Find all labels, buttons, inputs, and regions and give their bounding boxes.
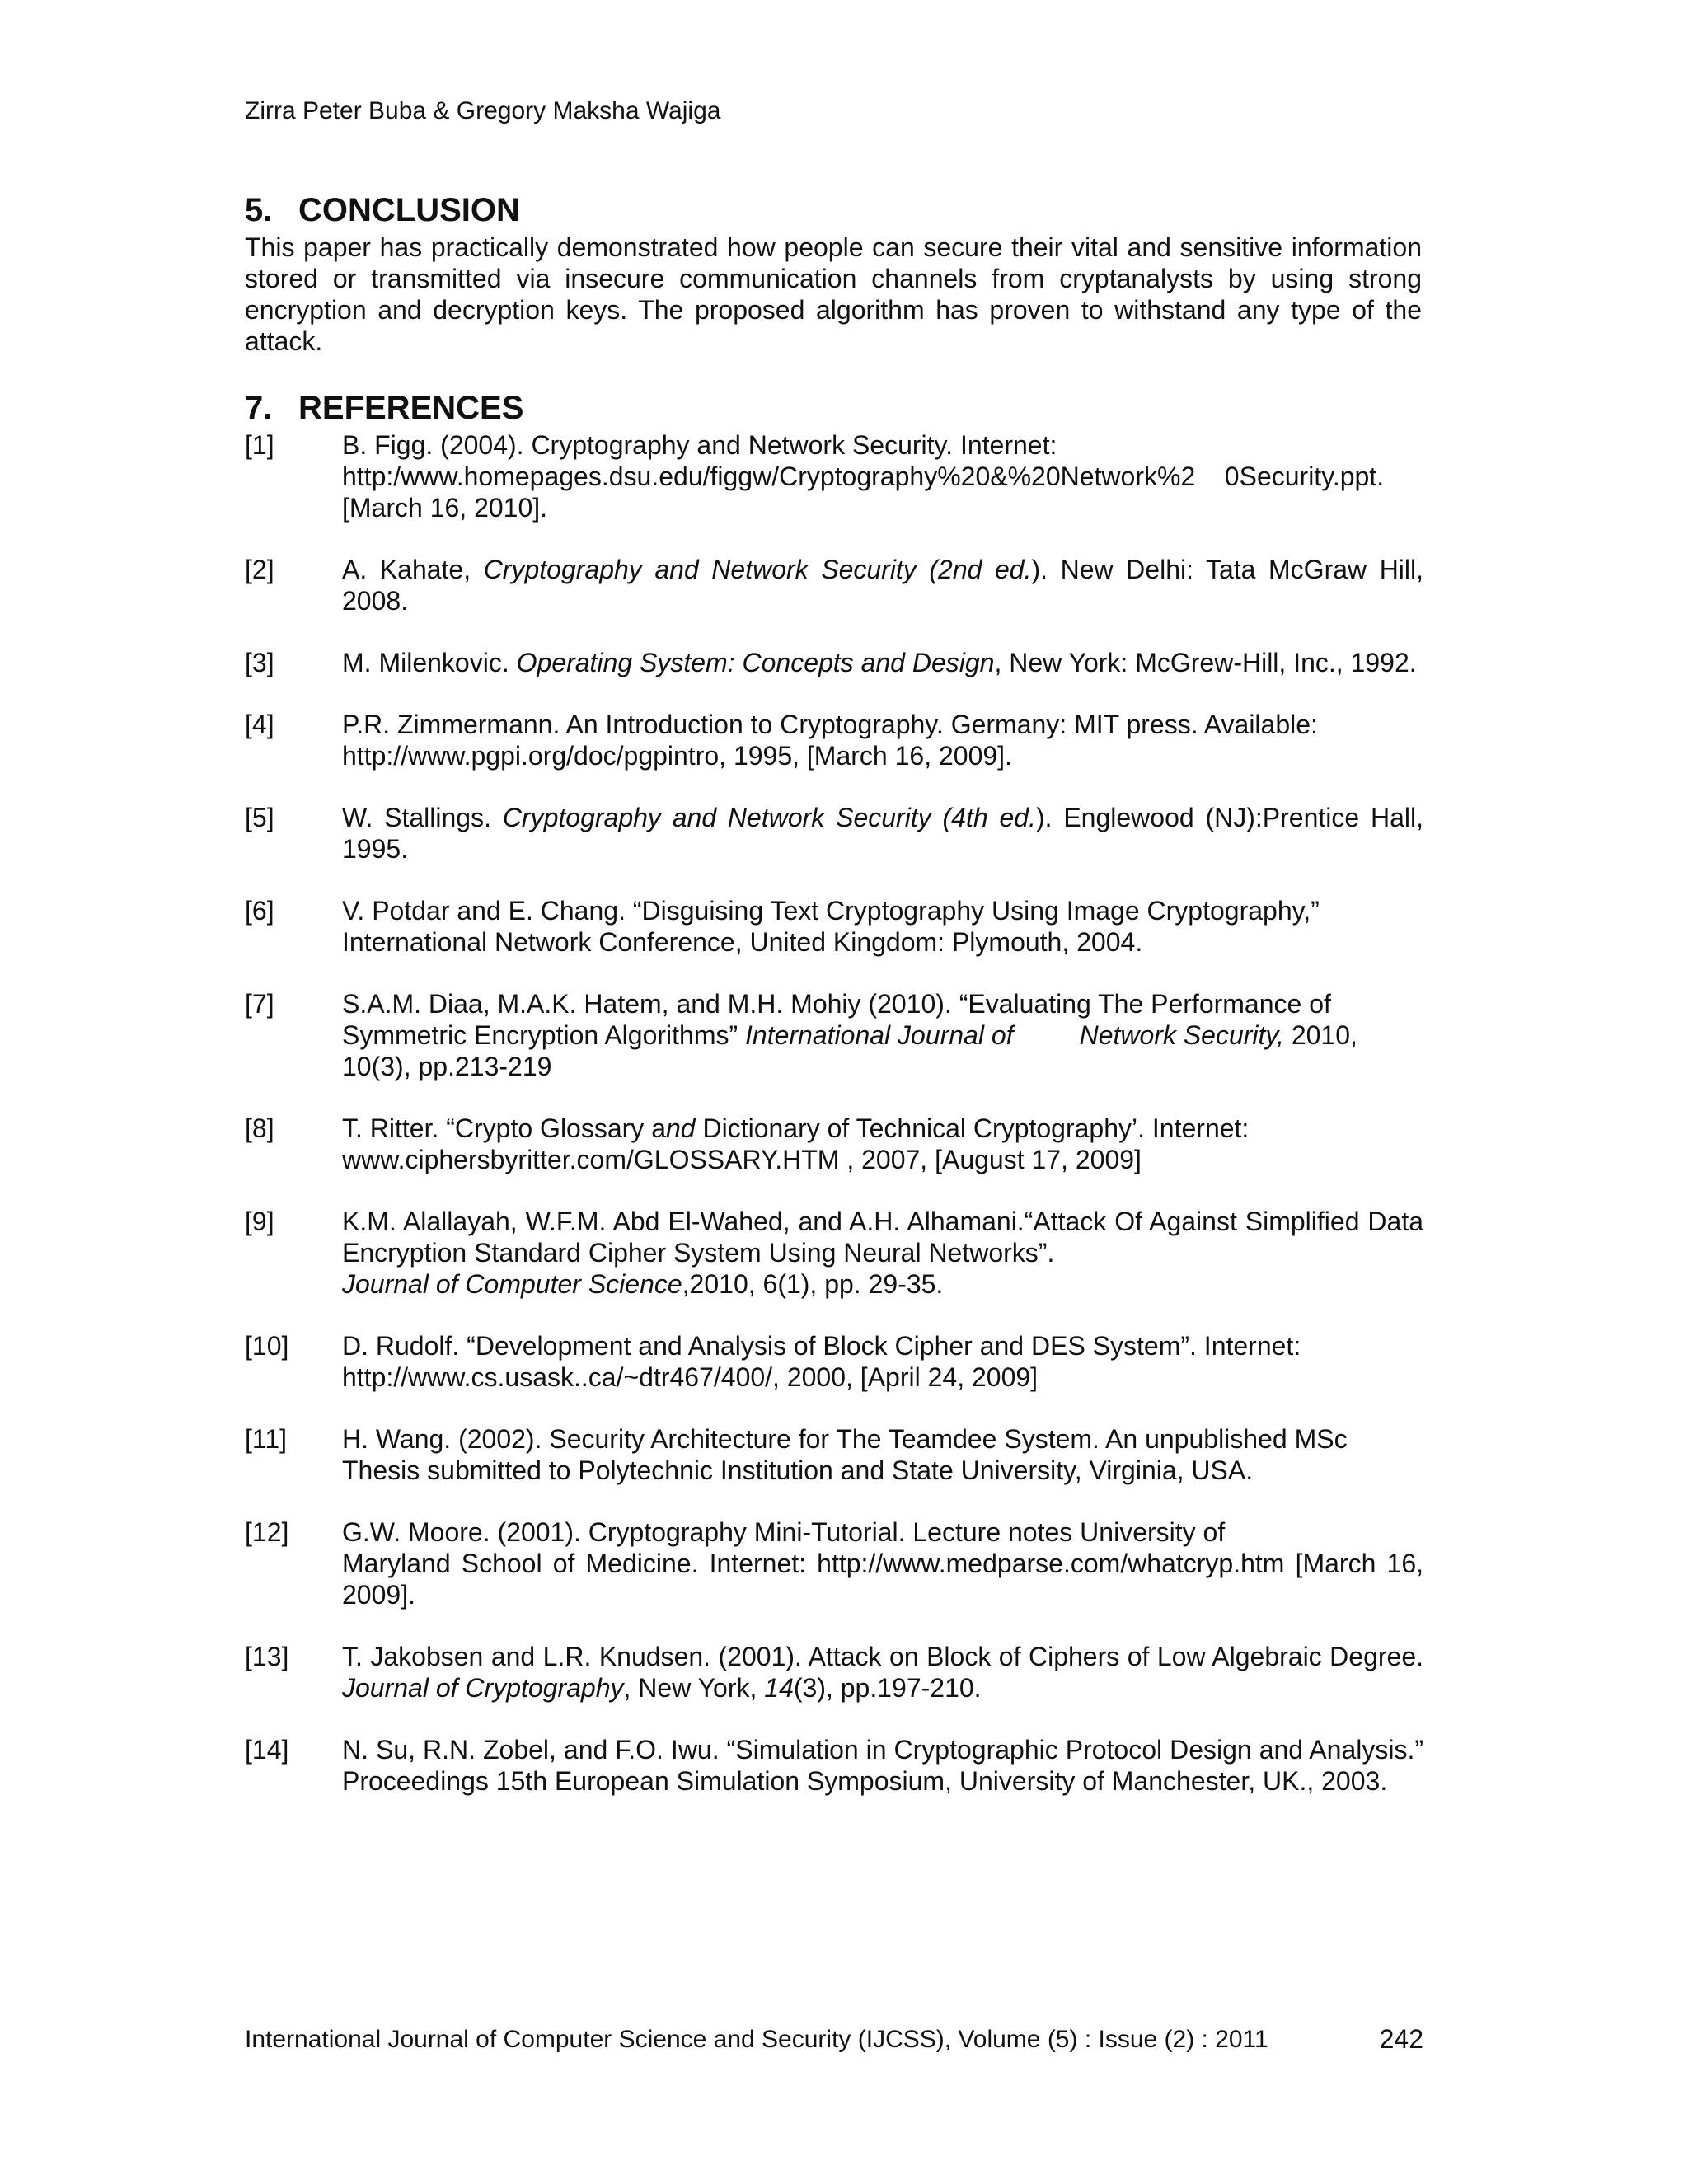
section-title: REFERENCES — [298, 390, 524, 426]
reference-title: Operating System: Concepts and Design — [516, 648, 995, 677]
reference-volume: 14 — [764, 1673, 794, 1703]
reference-line: P.R. Zimmermann. An Introduction to Cryptography. Germany: MIT press. Available: — [342, 710, 1318, 739]
reference-item — [245, 1330, 1423, 1393]
reference-item — [245, 429, 1423, 523]
reference-item — [245, 647, 1423, 678]
section-title: CONCLUSION — [298, 192, 520, 228]
conclusion-heading — [245, 192, 520, 229]
reference-segment: M. Milenkovic. — [342, 648, 517, 677]
reference-item — [245, 1641, 1423, 1704]
reference-list — [245, 429, 1423, 1827]
reference-line: B. Figg. (2004). Cryptography and Network Security. Internet: — [342, 430, 1057, 460]
reference-url: www.ciphersbyritter.com/GLOSSARY.HTM , 2007, [August 17, 2009] — [342, 1145, 1142, 1174]
reference-item — [245, 895, 1423, 958]
reference-line: K.M. Alallayah, W.F.M. Abd El-Wahed, and A.H. Alhamani.“Attack Of Against Simplified Data Encryption Standard Cipher System Using Neural Networks”. — [342, 1207, 1423, 1268]
reference-line: V. Potdar and E. Chang. “Disguising Text Cryptography Using Image Cryptography,” — [342, 896, 1320, 926]
reference-text — [342, 1113, 1423, 1175]
reference-url: http://www.cs.usask..ca/~dtr467/400/, 2000, [April 24, 2009] — [342, 1362, 1039, 1392]
reference-segment: T. Ritter. “Crypto Glossary a — [342, 1113, 666, 1143]
reference-text — [342, 802, 1423, 865]
running-head: Zirra Peter Buba & Gregory Maksha Wajiga — [245, 97, 721, 124]
reference-line: Thesis submitted to Polytechnic Institution and State University, Virginia, USA. — [342, 1455, 1254, 1485]
references-heading — [245, 390, 523, 427]
reference-url: http://www.pgpi.org/doc/pgpintro, 1995, [March 16, 2009]. — [342, 741, 1012, 771]
reference-item — [245, 988, 1423, 1082]
reference-text — [342, 895, 1423, 958]
reference-title: nd — [665, 1113, 696, 1143]
reference-line: D. Rudolf. “Development and Analysis of Block Cipher and DES System”. Internet: — [342, 1331, 1301, 1361]
reference-title: Journal of Cryptography — [342, 1673, 624, 1703]
reference-title: Cryptography and Network Security (4th ed. — [502, 803, 1036, 832]
reference-number: [5] — [245, 803, 274, 832]
reference-segment: ). Englewood (NJ):Prentice Hall, 1995. — [342, 803, 1424, 864]
reference-text — [342, 647, 1423, 678]
footer-journal: International Journal of Computer Science and Security (IJCSS), Volume (5) : Issue (2) : 2011 — [245, 2026, 1268, 2053]
reference-segment: , New York: McGrew-Hill, Inc., 1992. — [994, 648, 1417, 677]
reference-text — [342, 709, 1423, 771]
reference-text — [342, 1516, 1423, 1610]
reference-line: [March 16, 2010]. — [342, 493, 548, 523]
reference-segment: , New York, — [623, 1673, 765, 1703]
reference-segment: Dictionary of Technical Cryptography’. Internet: — [695, 1113, 1250, 1143]
reference-segment: (3), pp.197-210. — [793, 1673, 982, 1703]
section-number: 7. — [245, 390, 273, 426]
reference-segment: T. Jakobsen and L.R. Knudsen. (2001). Attack on Block of Ciphers of Low Algebraic Degree. — [342, 1642, 1423, 1671]
reference-number: [10] — [245, 1331, 289, 1361]
reference-number: [2] — [245, 555, 274, 584]
reference-number: [1] — [245, 430, 274, 460]
reference-item — [245, 709, 1423, 771]
reference-number: [8] — [245, 1113, 274, 1143]
reference-text — [342, 429, 1423, 523]
reference-item — [245, 1516, 1423, 1610]
reference-number: [9] — [245, 1207, 274, 1236]
reference-url: http:/www.homepages.dsu.edu/figgw/Cryptography%20&%20Network%2 0Security.ppt. — [342, 462, 1385, 491]
reference-title: International Journal of Network Security, — [745, 1020, 1284, 1050]
reference-item — [245, 554, 1423, 616]
reference-item — [245, 1423, 1423, 1486]
reference-title: Journal of Computer Science — [342, 1269, 682, 1299]
reference-line: S.A.M. Diaa, M.A.K. Hatem, and M.H. Mohiy (2010). “Evaluating The Performance of — [342, 989, 1331, 1019]
reference-number: [7] — [245, 989, 274, 1019]
reference-title: Cryptography and Network Security (2nd ed. — [483, 555, 1032, 584]
reference-item — [245, 1113, 1423, 1175]
reference-number: [3] — [245, 648, 274, 677]
reference-line: International Network Conference, United Kingdom: Plymouth, 2004. — [342, 927, 1143, 957]
reference-segment: A. Kahate, — [342, 555, 484, 584]
reference-text — [342, 1330, 1423, 1393]
reference-text: N. Su, R.N. Zobel, and F.O. Iwu. “Simulation in Cryptographic Protocol Design and Analysis.” Proceedings 15th European Simulation Symposium, University of Manchester, UK., 2003. — [342, 1735, 1423, 1796]
reference-text — [342, 1423, 1423, 1486]
reference-line: H. Wang. (2002). Security Architecture for The Teamdee System. An unpublished MSc — [342, 1424, 1348, 1454]
reference-line: Maryland School of Medicine. Internet: http://www.medparse.com/whatcryp.htm [March 16, 2009]. — [342, 1549, 1423, 1610]
reference-number: [4] — [245, 710, 274, 739]
reference-text — [342, 554, 1423, 616]
conclusion-paragraph: This paper has practically demonstrated how people can secure their vital and sensitive information stored or transmitted via insecure communication channels from cryptanalysts by using strong encryption and decryption keys. The proposed algorithm has proven to withstand any type of the attack. — [245, 232, 1422, 356]
reference-segment: ). New Delhi: Tata McGraw Hill, 2008. — [342, 555, 1424, 616]
reference-text — [342, 988, 1423, 1082]
reference-segment: 2010, 10(3), pp.213-219 — [342, 1020, 1357, 1081]
reference-number: [13] — [245, 1642, 289, 1671]
reference-segment: ,2010, 6(1), pp. 29-35. — [682, 1269, 944, 1299]
reference-text — [342, 1641, 1423, 1704]
page-number: 242 — [1379, 2024, 1423, 2054]
reference-number: [11] — [245, 1424, 287, 1454]
reference-number: [6] — [245, 896, 274, 926]
reference-item — [245, 802, 1423, 865]
reference-line: G.W. Moore. (2001). Cryptography Mini-Tutorial. Lecture notes University of — [342, 1517, 1226, 1547]
reference-number: [12] — [245, 1517, 289, 1547]
reference-segment: W. Stallings. — [342, 803, 503, 832]
reference-text — [342, 1206, 1423, 1300]
reference-item — [245, 1734, 1423, 1797]
reference-item — [245, 1206, 1423, 1300]
reference-segment: Symmetric Encryption Algorithms” — [342, 1020, 746, 1050]
reference-number: [14] — [245, 1735, 289, 1765]
section-number: 5. — [245, 192, 273, 228]
